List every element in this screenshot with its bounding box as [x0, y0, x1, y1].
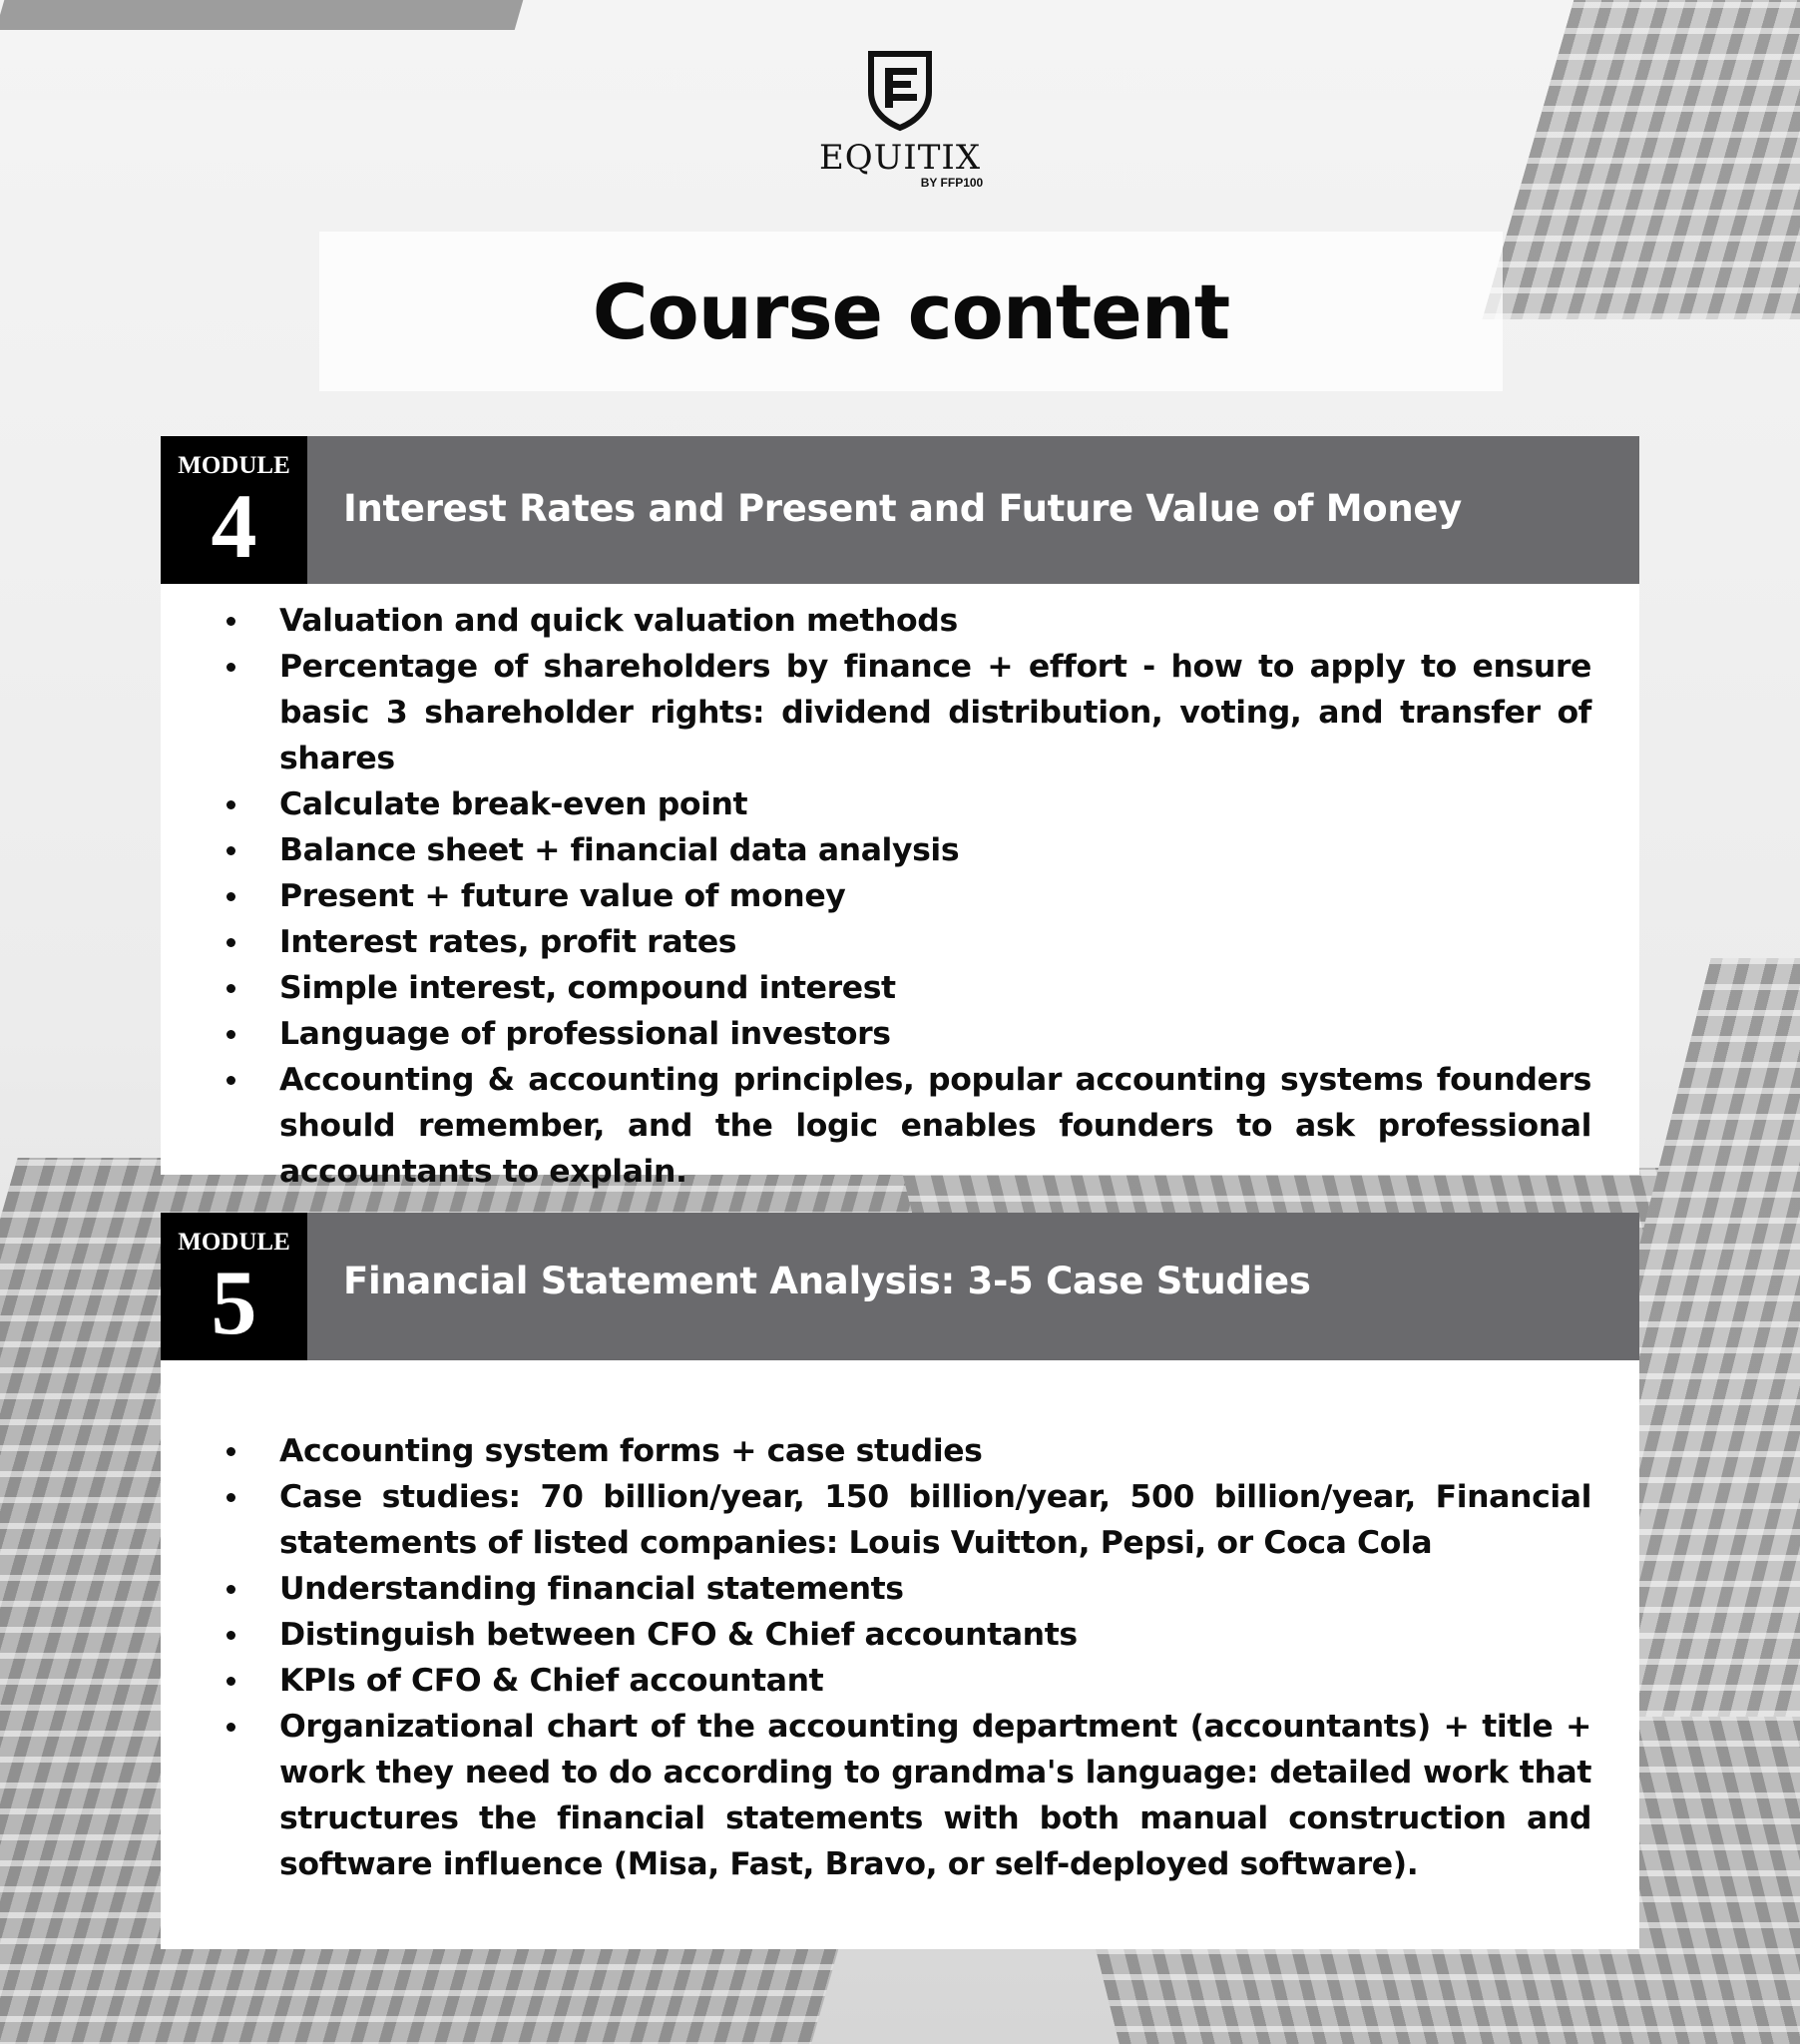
- module-badge: [161, 1213, 307, 1360]
- list-item: Present + future value of money: [220, 873, 1591, 919]
- list-item: Percentage of shareholders by finance + effort - how to apply to ensure basic 3 shareholder rights: dividend distribution, voting, and transfer of shares: [220, 644, 1591, 781]
- module-number: 5: [211, 1252, 257, 1353]
- list-item: Simple interest, compound interest: [220, 965, 1591, 1011]
- module-number: 4: [211, 475, 257, 577]
- list-item: Organizational chart of the accounting department (accountants) + title + work they need to do according to grandma's language: detailed work that structures the financial statements with both manual construction and software influence (Misa, Fast, Bravo, or self-deployed software).: [220, 1704, 1591, 1887]
- title-band: [319, 232, 1503, 391]
- module-topic-list: [161, 584, 1639, 1195]
- list-item: Language of professional investors: [220, 1011, 1591, 1057]
- list-item: Accounting & accounting principles, popular accounting systems founders should remember, and the logic enables founders to ask professional accountants to explain.: [220, 1057, 1591, 1195]
- module-header: [161, 1213, 1639, 1360]
- building-roof-edge: [0, 0, 523, 30]
- list-item: Understanding financial statements: [220, 1566, 1591, 1612]
- module-4-panel: [161, 436, 1639, 1190]
- brand-name: EQUITIX: [818, 138, 982, 178]
- list-item: Balance sheet + financial data analysis: [220, 827, 1591, 873]
- brand-logo: [0, 48, 1800, 190]
- list-item: KPIs of CFO & Chief accountant: [220, 1658, 1591, 1704]
- list-item: Accounting system forms + case studies: [220, 1428, 1591, 1474]
- list-item: Valuation and quick valuation methods: [220, 598, 1591, 644]
- page-title: Course content: [592, 266, 1230, 356]
- module-title: Financial Statement Analysis: 3-5 Case Studies: [343, 1259, 1311, 1302]
- module-label: MODULE: [178, 452, 290, 479]
- module-badge: [161, 436, 307, 584]
- list-item: Case studies: 70 billion/year, 150 billion/year, 500 billion/year, Financial statements of listed companies: Louis Vuitton, Pepsi, or Coca Cola: [220, 1474, 1591, 1566]
- shield-e-logo-icon: [865, 48, 935, 132]
- module-title: Interest Rates and Present and Future Value of Money: [343, 486, 1462, 530]
- module-header: [161, 436, 1639, 584]
- list-item: Calculate break-even point: [220, 781, 1591, 827]
- list-item: Interest rates, profit rates: [220, 919, 1591, 965]
- module-label: MODULE: [178, 1229, 290, 1256]
- list-item: Distinguish between CFO & Chief accountants: [220, 1612, 1591, 1658]
- module-topic-list: [161, 1360, 1639, 1887]
- brand-tagline: BY FFP100: [920, 176, 984, 190]
- module-5-panel: [161, 1213, 1639, 1949]
